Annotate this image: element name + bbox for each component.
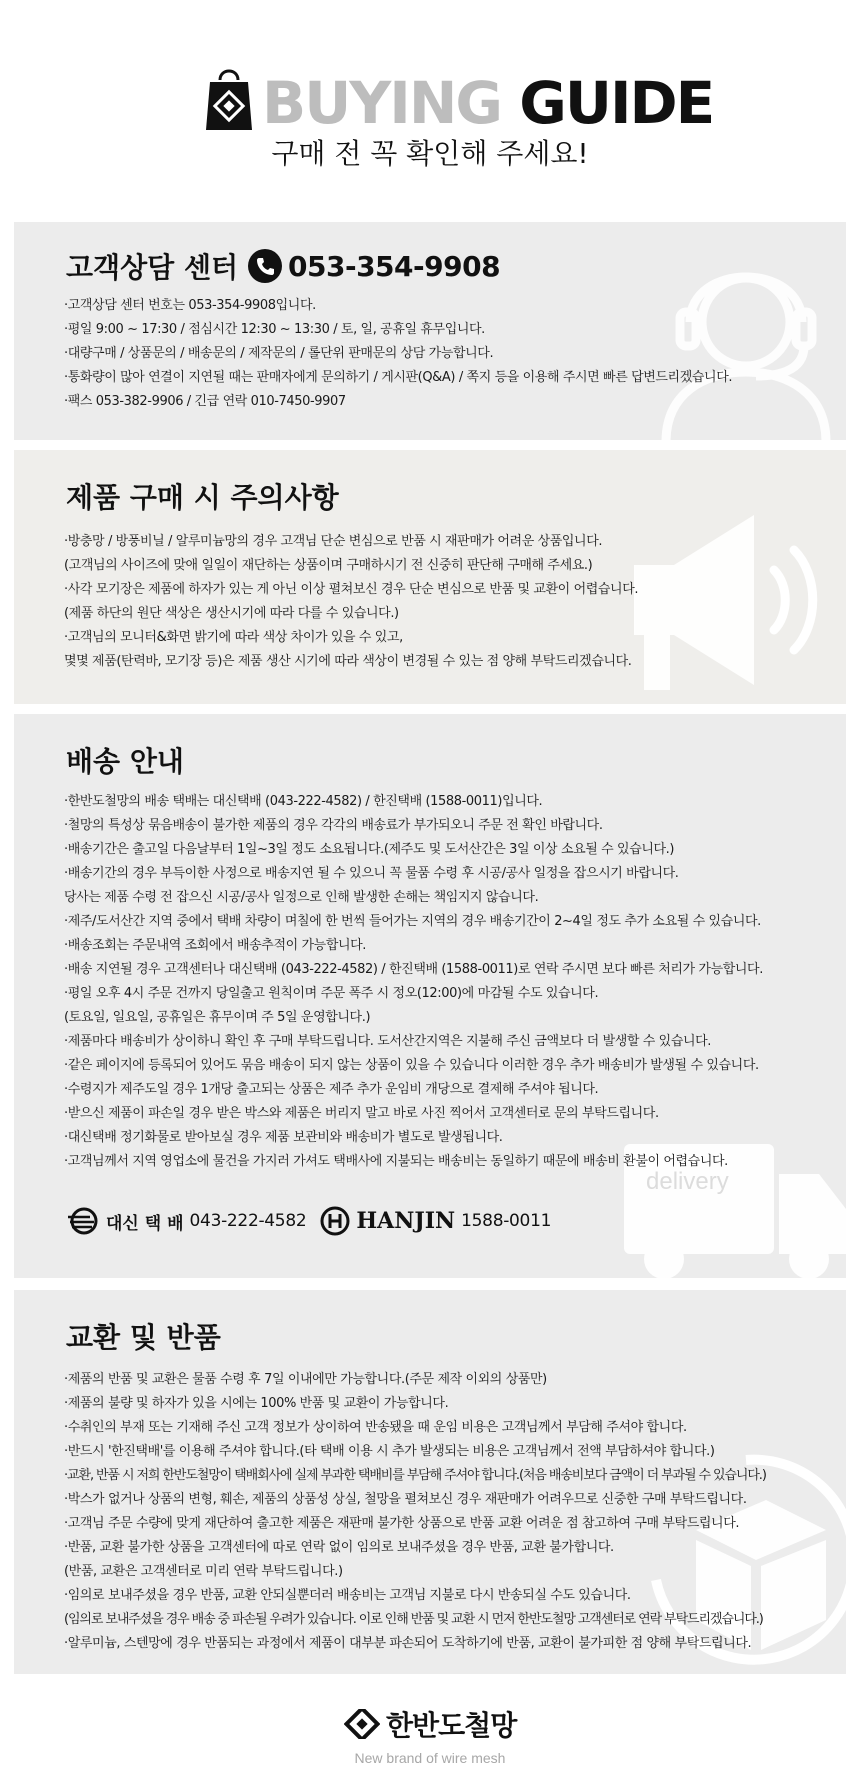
returns-lines bbox=[64, 1368, 766, 1656]
list-item: ·반드시 '한진택배'를 이용해 주셔야 합니다.(타 택배 이용 시 추가 발생되는 비용은 고객님께서 전액 부담하셔야 합니다.) bbox=[64, 1444, 715, 1459]
returns-title: 교환 및 반품 bbox=[66, 1321, 221, 1354]
list-item: ·사각 모기장은 제품에 하자가 있는 게 아닌 이상 펼쳐보신 경우 단순 변심으로 반품 및 교환이 어렵습니다. bbox=[64, 582, 639, 597]
list-item: ·방충망 / 방풍비닐 / 알루미늄망의 경우 고객님 단순 변심으로 반품 시 재판매가 어려운 상품입니다. bbox=[64, 534, 603, 549]
list-item: ·대량구매 / 상품문의 / 배송문의 / 제작문의 / 롤단위 판매문의 상담 가능합니다. bbox=[64, 346, 494, 361]
consult-section bbox=[14, 222, 846, 440]
list-item: ·반품, 교환 불가한 상품을 고객센터에 따로 연락 없이 임의로 보내주셨을 경우 반품, 교환 불가합니다. bbox=[64, 1540, 614, 1555]
brand-name: 한반도철망 bbox=[386, 1709, 517, 1742]
list-item: ·알루미늄, 스텐망에 경우 반품되는 과정에서 제품이 대부분 파손되어 도착하기에 반품, 교환이 불가피한 점 양해 부탁드립니다. bbox=[64, 1636, 752, 1651]
list-item: ·고객상담 센터 번호는 053-354-9908입니다. bbox=[64, 298, 316, 313]
returns-section bbox=[14, 1290, 846, 1674]
brand-logo[interactable] bbox=[344, 1704, 516, 1744]
consult-lines bbox=[64, 294, 732, 414]
hanjin-logo-icon bbox=[320, 1206, 350, 1236]
list-item: 당사는 제품 수령 전 잡으신 시공/공사 일정으로 인해 발생한 손해는 책임지지 않습니다. bbox=[64, 890, 539, 905]
list-item: ·고객님 주문 수량에 맞게 재단하여 출고한 제품은 재판매 불가한 상품으로 반품 교환 어려운 점 참고하여 구매 부탁드립니다. bbox=[64, 1516, 740, 1531]
list-item: ·배송기간의 경우 부득이한 사정으로 배송지연 될 수 있으니 꼭 물품 수령 후 시공/공사 일정을 잡으시기 바랍니다. bbox=[64, 866, 679, 881]
list-item: (제품 하단의 원단 색상은 생산시기에 따라 다를 수 있습니다.) bbox=[64, 606, 399, 621]
title-guide: GUIDE bbox=[519, 69, 714, 137]
hanjin-phone: 1588-0011 bbox=[461, 1211, 552, 1231]
page-subtitle: 구매 전 꼭 확인해 주세요! bbox=[271, 137, 589, 170]
shopping-bag-icon bbox=[204, 66, 254, 132]
list-item: 몇몇 제품(탄력바, 모기장 등)은 제품 생산 시기에 따라 색상이 변경될 수 있는 점 양해 부탁드리겠습니다. bbox=[64, 654, 632, 669]
list-item: ·제품의 불량 및 하자가 있을 시에는 100% 반품 및 교환이 가능합니다. bbox=[64, 1396, 449, 1411]
list-item: (임의로 보내주셨을 경우 배송 중 파손될 우려가 있습니다. 이로 인해 반품 및 교환 시 먼저 한반도철망 고객센터로 연락 부탁드리겠습니다.) bbox=[64, 1612, 763, 1627]
page-title bbox=[262, 70, 713, 136]
megaphone-icon bbox=[634, 490, 844, 700]
list-item: ·교환, 반품 시 저희 한반도철망이 택배회사에 실제 부과한 택배비를 부담해 주셔야 합니다.(처음 배송비보다 금액이 더 부과될 수 있습니다.) bbox=[64, 1468, 766, 1483]
list-item: ·받으신 제품이 파손일 경우 받은 박스와 제품은 버리지 말고 바로 사진 찍어서 고객센터로 문의 부탁드립니다. bbox=[64, 1106, 659, 1121]
list-item: ·수령지가 제주도일 경우 1개당 출고되는 상품은 제주 추가 운임비 개당으로 결제해 주셔야 됩니다. bbox=[64, 1082, 599, 1097]
list-item: ·팩스 053-382-9906 / 긴급 연락 010-7450-9907 bbox=[64, 394, 346, 409]
list-item: ·고객님의 모니터&화면 밝기에 따라 색상 차이가 있을 수 있고, bbox=[64, 630, 403, 645]
hanjin-name: HANJIN bbox=[356, 1208, 456, 1234]
brand-mark-icon bbox=[344, 1709, 380, 1739]
daesin-phone: 043-222-4582 bbox=[189, 1211, 307, 1231]
carrier-logos bbox=[68, 1204, 565, 1238]
caution-lines bbox=[64, 530, 638, 674]
list-item: ·제주/도서산간 지역 중에서 택배 차량이 며칠에 한 번씩 들어가는 지역의 경우 배송기간이 2~4일 정도 추가 소요될 수 있습니다. bbox=[64, 914, 761, 929]
list-item: ·한반도철망의 배송 택배는 대신택배 (043-222-4582) / 한진택배 (1588-0011)입니다. bbox=[64, 794, 543, 809]
title-buying: BUYING bbox=[262, 69, 502, 137]
delivery-watermark: delivery bbox=[646, 1168, 729, 1195]
carrier-hanjin[interactable] bbox=[320, 1206, 551, 1236]
consult-phone[interactable] bbox=[248, 246, 500, 286]
consult-title: 고객상담 센터 bbox=[66, 251, 239, 284]
list-item: ·대신택배 정기화물로 받아보실 경우 제품 보관비와 배송비가 별도로 발생됩니다. bbox=[64, 1130, 503, 1145]
list-item: ·평일 9:00 ~ 17:30 / 점심시간 12:30 ~ 13:30 / 토, 일, 공휴일 휴무입니다. bbox=[64, 322, 485, 337]
daesin-name: 대신 택 배 bbox=[106, 1213, 184, 1234]
daesin-logo-icon bbox=[68, 1207, 102, 1235]
list-item: (반품, 교환은 고객센터로 미리 연락 부탁드립니다.) bbox=[64, 1564, 343, 1579]
list-item: ·제품마다 배송비가 상이하니 확인 후 구매 부탁드립니다. 도서산간지역은 지불해 주신 금액보다 더 발생할 수 있습니다. bbox=[64, 1034, 712, 1049]
delivery-section bbox=[14, 714, 846, 1278]
carrier-daesin[interactable] bbox=[68, 1207, 306, 1235]
list-item: ·배송조회는 주문내역 조회에서 배송추적이 가능합니다. bbox=[64, 938, 367, 953]
list-item: ·같은 페이지에 등록되어 있어도 묶음 배송이 되지 않는 상품이 있을 수 있습니다 이러한 경우 추가 배송비가 발생될 수 있습니다. bbox=[64, 1058, 759, 1073]
caution-section bbox=[14, 450, 846, 704]
list-item: ·박스가 없거나 상품의 변형, 훼손, 제품의 상품성 상실, 철망을 펼쳐보신 경우 재판매가 어려우므로 신중한 구매 부탁드립니다. bbox=[64, 1492, 747, 1507]
caution-title: 제품 구매 시 주의사항 bbox=[66, 481, 339, 514]
list-item: ·배송 지연될 경우 고객센터나 대신택배 (043-222-4582) / 한진택배 (1588-0011)로 연락 주시면 보다 빠른 처리가 가능합니다. bbox=[64, 962, 763, 977]
delivery-title: 배송 안내 bbox=[66, 745, 184, 778]
list-item: (고객님의 사이즈에 맞애 일일이 재단하는 상품이며 구매하시기 전 신중히 판단해 구매해 주세요.) bbox=[64, 558, 593, 573]
page-header bbox=[0, 0, 860, 222]
list-item: (토요일, 일요일, 공휴일은 휴무이며 주 5일 운영합니다.) bbox=[64, 1010, 371, 1025]
list-item: ·임의로 보내주셨을 경우 반품, 교환 안되실뿐더러 배송비는 고객님 지불로 다시 반송되실 수도 있습니다. bbox=[64, 1588, 631, 1603]
list-item: ·배송기간은 출고일 다음날부터 1일~3일 정도 소요됩니다.(제주도 및 도서산간은 3일 이상 소요될 수 있습니다.) bbox=[64, 842, 675, 857]
phone-icon bbox=[248, 249, 282, 283]
list-item: ·고객님께서 지역 영업소에 물건을 가지러 가셔도 택배사에 지불되는 배송비는 동일하기 때문에 배송비 환불이 어렵습니다. bbox=[64, 1154, 728, 1169]
list-item: ·제품의 반품 및 교환은 물품 수령 후 7일 이내에만 가능합니다.(주문 제작 이외의 상품만) bbox=[64, 1372, 547, 1387]
brand-tagline: New brand of wire mesh bbox=[354, 1750, 506, 1766]
list-item: ·수취인의 부재 또는 기재해 주신 고객 정보가 상이하여 반송됐을 때 운임 비용은 고객님께서 부담해 주셔야 합니다. bbox=[64, 1420, 687, 1435]
list-item: ·철망의 특성상 묶음배송이 불가한 제품의 경우 각각의 배송료가 부가되오니 주문 전 확인 바랍니다. bbox=[64, 818, 603, 833]
page-footer bbox=[0, 1690, 860, 1792]
delivery-lines bbox=[64, 790, 763, 1174]
list-item: ·통화량이 많아 연결이 지연될 때는 판매자에게 문의하기 / 게시판(Q&A) / 쪽지 등을 이용해 주시면 빠른 답변드리겠습니다. bbox=[64, 370, 733, 385]
consult-phone-number: 053-354-9908 bbox=[288, 249, 501, 283]
list-item: ·평일 오후 4시 주문 건까지 당일출고 원칙이며 주문 폭주 시 정오(12:00)에 마감될 수도 있습니다. bbox=[64, 986, 599, 1001]
